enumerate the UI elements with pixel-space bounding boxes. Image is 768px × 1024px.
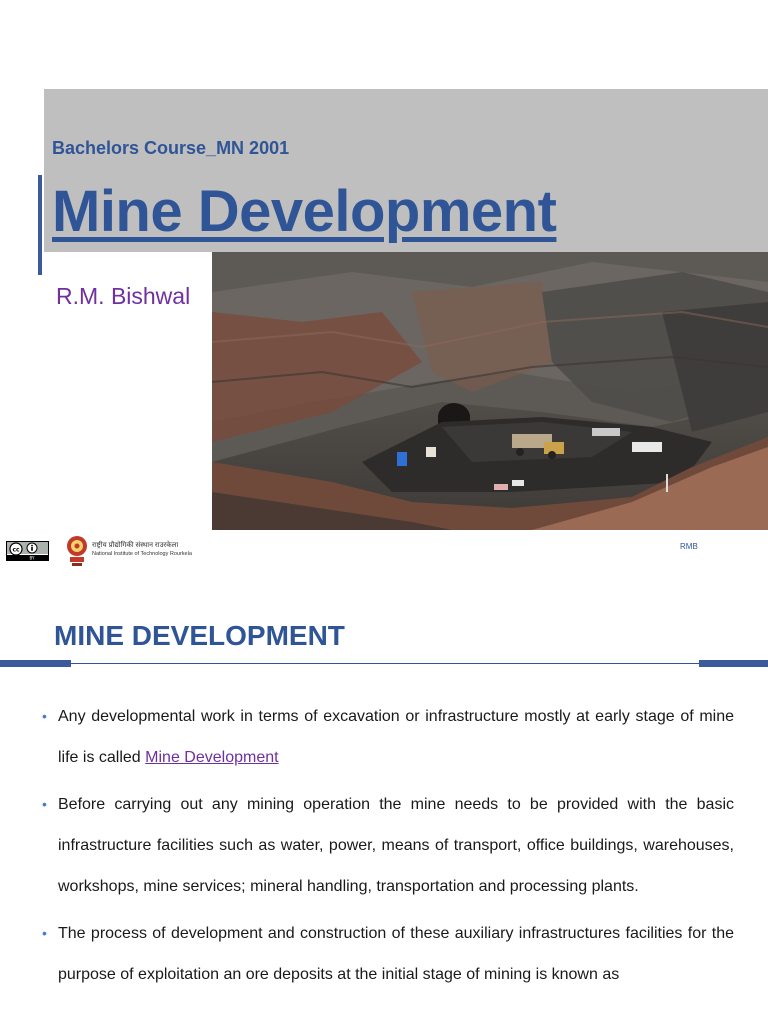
slide-title: Mine Development — [52, 179, 557, 244]
mine-development-link[interactable]: Mine Development — [145, 749, 279, 766]
title-rule — [0, 663, 768, 664]
footer-initials: RMB — [680, 542, 698, 551]
open-pit-mine-photo — [212, 252, 768, 530]
title-rule-right-block — [699, 660, 768, 667]
title-rule-left-block — [0, 660, 71, 667]
bullet-icon: • — [42, 925, 47, 941]
institute-name-hindi: राष्ट्रीय प्रौद्योगिकी संस्थान राउरकेला — [92, 542, 179, 549]
bullet-icon: • — [42, 708, 47, 724]
list-item — [42, 913, 734, 995]
svg-text:cc: cc — [12, 546, 20, 554]
svg-text:BY: BY — [29, 555, 35, 561]
nit-rourkela-logo-icon — [66, 534, 88, 568]
bullet-text: The process of development and construction of these auxiliary infrastructures facilities for the purpose of exploitation an ore deposits at the initial stage of mining is known as — [58, 925, 734, 983]
section-title: MINE DEVELOPMENT — [54, 620, 345, 651]
institute-name-english: National Institute of Technology Rourkela — [92, 551, 192, 557]
bullet-text: Any developmental work in terms of excavation or infrastructure mostly at early stage of mine life is called — [58, 708, 734, 766]
list-item — [42, 696, 734, 778]
course-code: Bachelors Course_MN 2001 — [52, 138, 290, 158]
bullet-text: Before carrying out any mining operation the mine needs to be provided with the basic infrastructure facilities such as water, power, means of transport, office buildings, warehouses, workshops, mine services; mineral handling, transportation and processing plants. — [58, 796, 734, 895]
author-name: R.M. Bishwal — [56, 283, 191, 309]
bullet-list — [42, 696, 734, 1001]
bullet-icon: • — [42, 796, 47, 812]
creative-commons-icon — [6, 541, 49, 561]
accent-bar — [38, 175, 42, 275]
list-item — [42, 784, 734, 907]
